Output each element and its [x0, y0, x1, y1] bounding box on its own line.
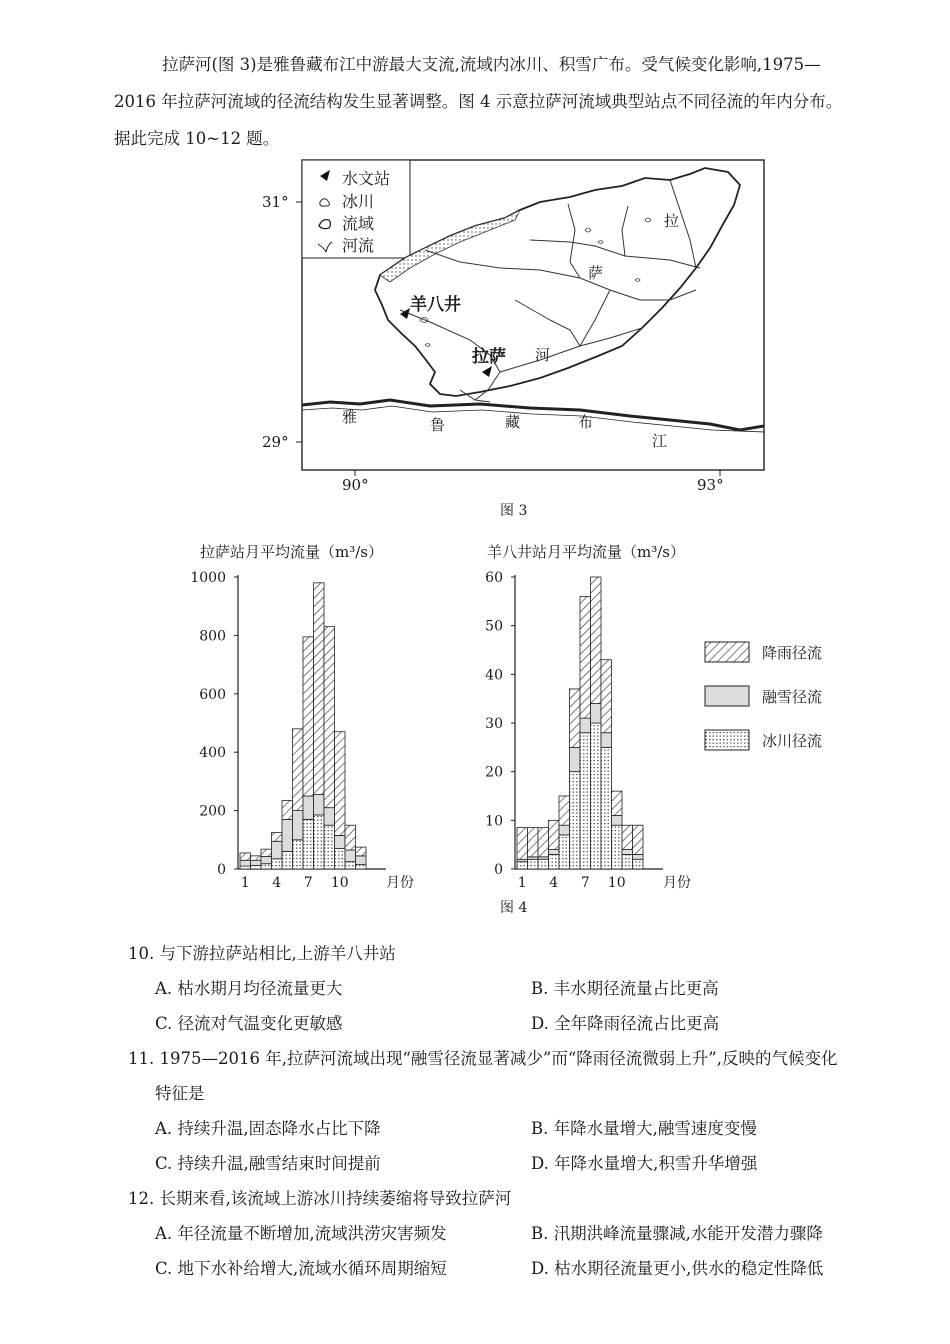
q12-option-d[interactable]: D. 枯水期径流量更小,供水的稳定性降低: [531, 1259, 824, 1278]
lhasa-bar-snow-m1: [240, 860, 251, 866]
lat-label-29: 29°: [262, 433, 289, 451]
q12-option-c[interactable]: C. 地下水补给增大,流域水循环周期缩短: [155, 1259, 447, 1278]
yangbajing-bar-glacier-m9: [601, 747, 612, 869]
legend-snow: 融雪径流: [762, 688, 823, 706]
lhasa-bar-glacier-m4: [272, 859, 283, 869]
lhasa-y-tick-label: 1000: [190, 570, 226, 586]
lhasa-y-tick-label: 800: [199, 628, 226, 645]
yangbajing-bar-rain-m7: [580, 596, 591, 718]
lhasa-bar-glacier-m11: [345, 862, 356, 869]
yangbajing-bar-rain-m2: [528, 828, 539, 857]
yangbajing-bar-glacier-m2: [528, 859, 539, 869]
lhasa-y-tick-label: 600: [199, 686, 226, 703]
lhasa-bar-glacier-m8: [314, 815, 325, 869]
q11-option-d[interactable]: D. 年降水量增大,积雪升华增强: [531, 1154, 758, 1173]
lhasa-x-tick-label: 7: [303, 875, 313, 891]
lhasa-bar-rain-m4: [272, 833, 283, 842]
q10-option-c[interactable]: C. 径流对气温变化更敏感: [155, 1014, 343, 1033]
lhasa-x-tick-label: 1: [240, 875, 250, 891]
question-10-stem: 10. 与下游拉萨站相比,上游羊八井站: [128, 944, 396, 963]
legend-rain: 降雨径流: [762, 644, 823, 662]
lhasa-bar-snow-m6: [293, 811, 304, 840]
lhasa-bar-glacier-m12: [356, 865, 367, 869]
lhasa-label: 拉萨: [472, 347, 506, 367]
figure-4-legend: [705, 642, 822, 750]
question-11-stem-cont: 特征是: [155, 1084, 205, 1103]
yangbajing-y-tick-label: 0: [494, 862, 503, 878]
yangbajing-bar-snow-m12: [633, 854, 644, 859]
yangbajing-bar-rain-m4: [549, 820, 560, 849]
legend-swatch-rain: [705, 642, 749, 662]
lhasa-y-tick-label: 0: [217, 862, 226, 878]
lhasa-bar-rain-m1: [240, 853, 251, 860]
yarlung-char-1: 雅: [342, 408, 358, 426]
intro-line-3: 据此完成 10~12 题。: [114, 129, 280, 148]
yangbajing-y-tick-label: 20: [485, 764, 503, 781]
legend-basin: 流域: [342, 214, 375, 233]
yangbajing-bar-snow-m6: [570, 747, 581, 771]
lhasa-flow-chart: [190, 543, 414, 891]
yangbajing-bar-rain-m10: [612, 791, 623, 815]
q12-option-a[interactable]: A. 年径流量不断增加,流域洪涝灾害频发: [155, 1224, 447, 1243]
yangbajing-bar-glacier-m4: [549, 854, 560, 869]
legend-swatch-snow: [705, 686, 749, 706]
lhasa-bar-snow-m2: [251, 860, 262, 865]
q12-option-b[interactable]: B. 汛期洪峰流量骤减,水能开发潜力骤降: [531, 1224, 823, 1243]
lhasa-bar-glacier-m9: [324, 825, 335, 869]
figure-4-charts: [190, 535, 870, 895]
legend-swatch-glacier: [705, 730, 749, 750]
yangbajing-bar-snow-m7: [580, 718, 591, 733]
yangbajing-bar-snow-m4: [549, 850, 560, 855]
yangbajing-bar-rain-m12: [633, 825, 644, 854]
lhasa-bar-glacier-m6: [293, 840, 304, 869]
yarlung-char-3: 藏: [505, 413, 521, 431]
yangbajing-chart-title: 羊八井站月平均流量（m³/s）: [487, 543, 685, 561]
yangbajing-bar-snow-m11: [622, 850, 633, 855]
legend-station: 水文站: [342, 169, 391, 188]
yangbajing-bar-glacier-m5: [559, 835, 570, 869]
yangbajing-y-tick-label: 50: [485, 618, 503, 635]
intro-paragraph: [114, 46, 918, 157]
yangbajing-y-tick-label: 10: [485, 813, 503, 830]
q10-option-d[interactable]: D. 全年降雨径流占比更高: [531, 1014, 720, 1033]
lhasa-bar-glacier-m1: [240, 866, 251, 869]
map-legend: [302, 160, 410, 258]
q11-option-a[interactable]: A. 持续升温,固态降水占比下降: [155, 1119, 381, 1138]
yarlung-char-2: 鲁: [430, 416, 446, 434]
lhasa-x-axis-label: 月份: [386, 875, 414, 891]
lhasa-y-tick-label: 400: [199, 745, 226, 762]
lhasa-bar-glacier-m3: [261, 864, 272, 869]
intro-line-1: 拉萨河(图 3)是雅鲁藏布江中游最大支流,流域内冰川、积雪广布。受气候变化影响,1975—: [162, 55, 821, 74]
river-label-sa: 萨: [588, 264, 604, 282]
yangbajing-bar-glacier-m8: [591, 723, 602, 869]
yangbajing-bar-snow-m5: [559, 825, 570, 835]
yangbajing-bar-rain-m3: [538, 828, 549, 857]
lat-label-31: 31°: [262, 193, 289, 211]
yangbajing-bar-rain-m8: [591, 577, 602, 704]
lhasa-bar-glacier-m2: [251, 865, 262, 869]
q11-option-b[interactable]: B. 年降水量增大,融雪速度变慢: [531, 1119, 757, 1138]
yangbajing-bar-rain-m1: [517, 828, 528, 860]
yangbajing-bar-rain-m5: [559, 796, 570, 825]
lhasa-bar-rain-m11: [345, 825, 356, 850]
lhasa-bar-rain-m2: [251, 856, 262, 860]
yangbajing-bar-glacier-m3: [538, 859, 549, 869]
lhasa-bar-rain-m6: [293, 729, 304, 811]
river-label-la: 拉: [664, 212, 680, 230]
lhasa-bar-snow-m7: [303, 796, 314, 819]
legend-glacier: 冰川: [342, 192, 375, 211]
lhasa-bar-rain-m5: [282, 800, 293, 819]
yangbajing-x-tick-label: 7: [580, 875, 590, 891]
intro-line-2: 2016 年拉萨河流域的径流结构发生显著调整。图 4 示意拉萨河流域典型站点不同径流的年内分布。: [114, 92, 843, 111]
yangbajing-y-tick-label: 40: [485, 667, 503, 684]
q11-option-c[interactable]: C. 持续升温,融雪结束时间提前: [155, 1154, 381, 1173]
lhasa-chart-title: 拉萨站月平均流量（m³/s）: [200, 543, 383, 561]
lon-label-90: 90°: [342, 476, 369, 494]
legend-river: 河流: [342, 236, 375, 255]
yarlung-char-4: 布: [578, 413, 594, 431]
lhasa-bar-snow-m8: [314, 795, 325, 815]
question-11-stem: 11. 1975—2016 年,拉萨河流域出现“融雪径流显著减少”而“降雨径流微弱上升”,反映的气候变化: [128, 1049, 838, 1068]
yangbajing-bar-snow-m9: [601, 733, 612, 748]
yangbajing-x-tick-label: 1: [517, 875, 527, 891]
lhasa-bar-rain-m8: [314, 583, 325, 795]
yangbajing-bar-glacier-m10: [612, 825, 623, 869]
lhasa-x-tick-label: 10: [330, 875, 349, 891]
yangbajing-bar-rain-m6: [570, 689, 581, 747]
lhasa-x-tick-label: 4: [272, 875, 282, 891]
yangbajing-bar-glacier-m7: [580, 733, 591, 869]
q10-option-a[interactable]: A. 枯水期月均径流量更大: [155, 979, 343, 998]
yangbajing-flow-chart: [485, 543, 691, 891]
lhasa-bar-rain-m3: [261, 849, 272, 856]
yangbajing-bar-glacier-m12: [633, 859, 644, 869]
yarlung-char-5: 江: [652, 432, 668, 450]
yangbajing-y-tick-label: 30: [485, 716, 503, 732]
lon-label-93: 93°: [697, 476, 724, 494]
yangbajing-bar-glacier-m1: [517, 862, 528, 869]
yangbajing-bar-snow-m10: [612, 815, 623, 825]
lhasa-bar-snow-m3: [261, 856, 272, 863]
lhasa-bar-rain-m12: [356, 847, 367, 856]
lhasa-y-tick-label: 200: [199, 803, 226, 820]
yangbajing-x-tick-label: 4: [549, 875, 559, 891]
lhasa-bar-rain-m10: [335, 732, 346, 836]
legend-glacier-runoff: 冰川径流: [762, 732, 823, 750]
yangbajing-y-tick-label: 60: [485, 570, 503, 586]
lhasa-bar-glacier-m10: [335, 849, 346, 869]
yangbajing-bar-glacier-m11: [622, 854, 633, 869]
lhasa-bar-snow-m10: [335, 835, 346, 848]
yangbajing-x-axis-label: 月份: [663, 875, 691, 891]
lhasa-bar-glacier-m5: [282, 851, 293, 869]
yangbajing-bar-glacier-m6: [570, 772, 581, 869]
river-label-he: 河: [535, 346, 551, 364]
figure-4-caption: 图 4: [500, 900, 528, 916]
question-12-stem: 12. 长期来看,该流域上游冰川持续萎缩将导致拉萨河: [128, 1189, 512, 1208]
yangbajing-bar-rain-m11: [622, 825, 633, 849]
yangbajing-x-tick-label: 10: [607, 875, 626, 891]
lhasa-bar-glacier-m7: [303, 819, 314, 869]
yangbajing-bar-snow-m8: [591, 704, 602, 723]
lhasa-bar-rain-m9: [324, 627, 335, 808]
yangbajing-bar-rain-m9: [601, 660, 612, 733]
q10-option-b[interactable]: B. 丰水期径流量占比更高: [531, 979, 719, 998]
lhasa-bar-snow-m11: [345, 850, 356, 862]
lhasa-bar-snow-m5: [282, 819, 293, 851]
lhasa-bar-snow-m4: [272, 841, 283, 859]
lhasa-bar-rain-m7: [303, 637, 314, 796]
lhasa-bar-snow-m12: [356, 856, 367, 865]
lhasa-bar-snow-m9: [324, 808, 335, 826]
yangbajing-label: 羊八井: [410, 295, 461, 315]
figure-3-caption: 图 3: [500, 503, 528, 519]
figure-3-map: [250, 150, 770, 500]
